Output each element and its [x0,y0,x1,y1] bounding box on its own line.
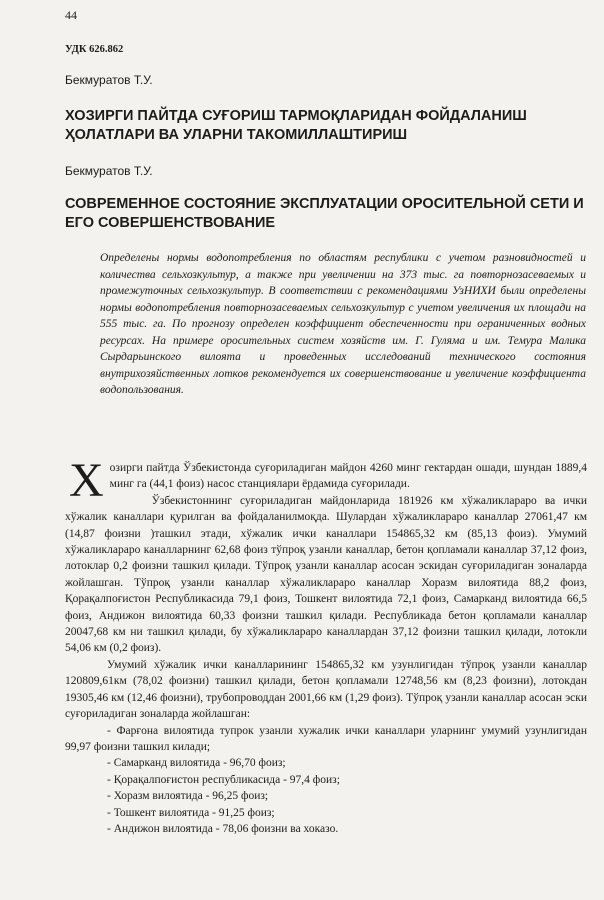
title-ru: СОВРЕМЕННОЕ СОСТОЯНИЕ ЭКСПЛУАТАЦИИ ОРОСИТЕЛЬНОЙ СЕТИ И ЕГО СОВЕРШЕНСТВОВАНИЕ [65,196,584,231]
list-item: - Хоразм вилоятида - 96,25 фоиз; [107,790,269,803]
list-item: - Фарғона вилоятида тупрок узанли хужалик ички каналлари уларнинг умумий узунлигидан 99,97 фоизни ташкил килади; [65,724,587,753]
list-item: - Тошкент вилоятида - 91,25 фоиз; [107,806,275,819]
paragraph-3: Умумий хўжалик ички каналларининг 154865,32 км узунлигидан тўпроқ узанли каналлар 120809,61км (78,02 фоизни) ташкил қилади, бетон қопламали 12748,56 км (8,23 фоизни), лотокдан 19305,46 км (12,46 фоизни), трубопроводдан 2001,66 км (1,29 фоиз). Тўпроқ узанли каналлар асосан эски суғориладиган зоналарда жойлашган: [65,658,587,721]
author-uz: Бекмуратов Т.У. [65,73,153,87]
paragraph-1-text: озирги пайтда Ўзбекистонда суғориладиган майдон 4260 минг гектардан ошади, шундан 1889,4 минг га (44,1 фоиз) насос станциялари ёрдамида суғорилади. [109,462,587,491]
paragraph-1 [65,454,587,507]
region-list [65,723,587,838]
article-body [65,454,587,837]
author-ru: Бекмуратов Т.У. [65,164,153,178]
list-item: - Самарканд вилоятида - 96,70 фоиз; [107,757,286,770]
title-uz: ХОЗИРГИ ПАЙТДА СУҒОРИШ ТАРМОҚЛАРИДАН ФОЙДАЛАНИШ ҲОЛАТЛАРИ ВА УЛАРНИ ТАКОМИЛЛАШТИРИШ [65,108,527,143]
dropcap-letter: Х [69,454,104,507]
list-item: - Қорақалпоғистон республикасида - 97,4 фоиз; [107,773,340,786]
paragraph-2: Ўзбекистоннинг суғориладиган майдонларида 181926 км хўжаликлараро ва ички хўжалик каналлари қурилган ва фойдаланилмоқда. Шулардан хўжаликлараро каналлар 27061,47 км (14,87 фоизни )ташкил этади, хўжалик ички каналлари 154865,32 км (85,13 фоиз). Умумий хўжаликлараро каналларнинг 62,68 фоиз тўпроқ узанли каналлар, бетон қопламали каналлар 37,12 фоиз, лотоклар 0,2 фоизни ташкил қилади. Тўпроқ узанли каналлар асосан эскидан суғориладиган зоналарда жойлашган. Тўпроқ узанли каналлар хўжаликлараро каналлар Хоразм вилоятида 88,2 фоиз, Қорақалпоғистон Республикасида 79,1 фоиз, Тошкент вилоятида 72,1 фоиз, Самарканд вилоятида 66,5 фоиз, Андижон вилоятида 60,33 фоизни ташкил қилади. Республикада бетон қопламали каналлар 20047,68 км ни ташкил қилади, бу хўжаликлараро каналлардан 37,12 фоизни ташкил қилади, лотокли 54,06 км (0,2 фоиз). [65,494,587,655]
list-item: - Андижон вилоятида - 78,06 фоизни ва хоказо. [107,822,339,835]
abstract: Определены нормы водопотребления по областям республики с учетом разновидностей и количества сельхозкультур, а также при увеличении на 373 тыс. га повторнозасеваемых и промежуточных сельхозкультур. В соответствии с рекомендациями УзНИХИ были определены нормы водопотребления повторнозасеваемых сельхозкультур с учетом увеличения их площади на 555 тыс. га. По прогнозу определен коэффициент обеспеченности при ограниченных водных ресурсах. На примере оросительных систем хозяйств им. Г. Гуляма и им. Темура Малика Сырдарьинского вилоята и проведенных исследований технического состояния внутрихозяйственных лотков рекомендуется их совершенствование и увеличение коэффициента водопользования. [100,252,586,396]
page-number: 44 [65,8,77,22]
udk-code: УДК 626.862 [65,44,124,55]
